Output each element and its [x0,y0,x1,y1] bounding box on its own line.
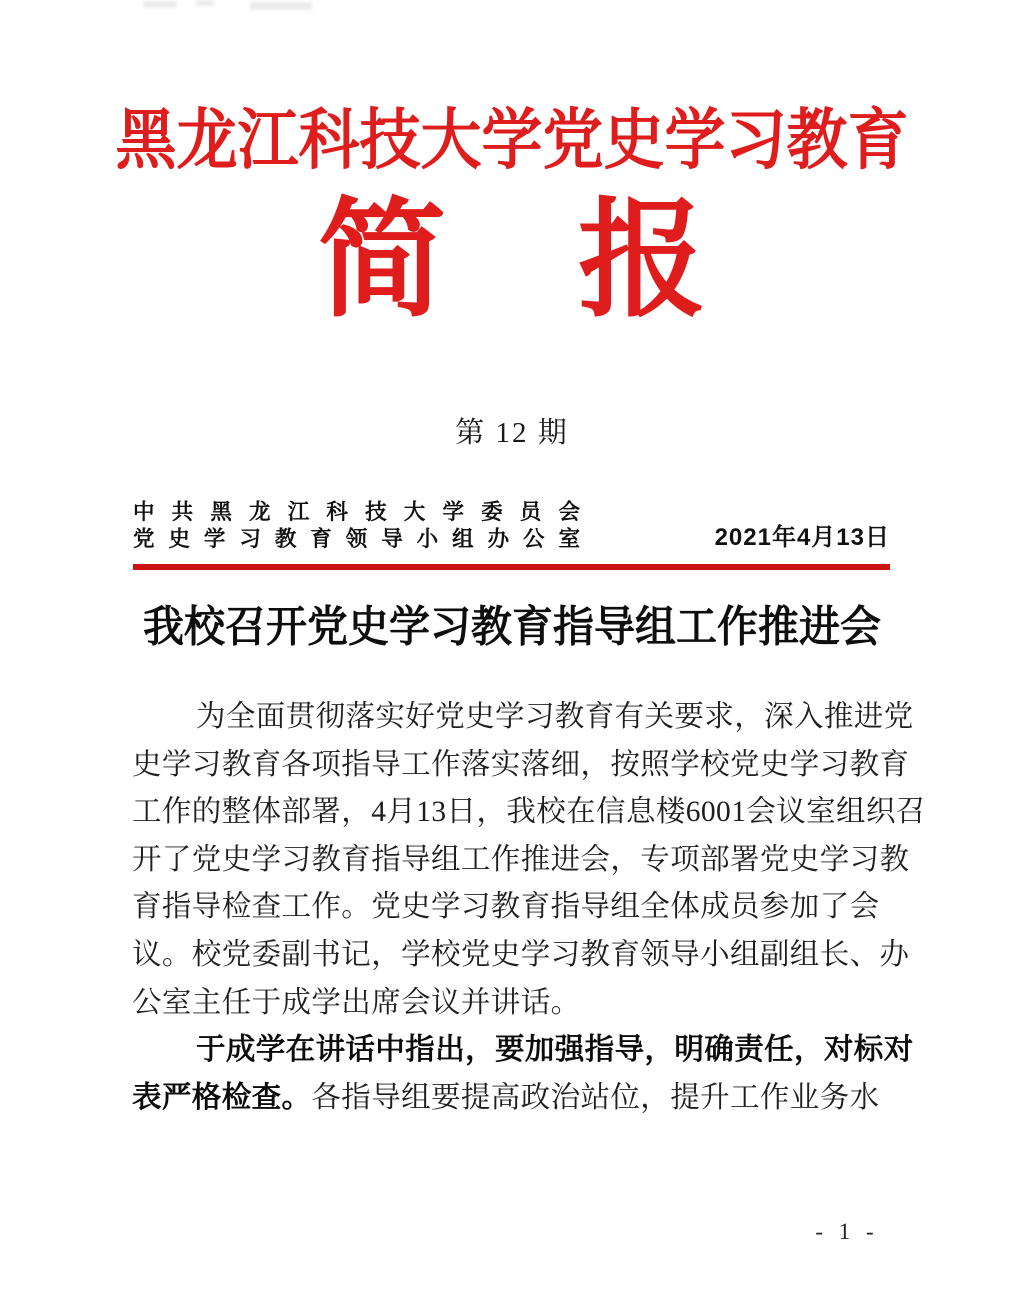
masthead-title-char-2: 报 [578,189,707,332]
body-text-segment: 史学习教育各项指导工作落实落细，按照学校党史学习教育 [132,748,910,781]
issue-number: 第 12 期 [455,417,569,449]
body-text-segment: 育指导检查工作。党史学习教育指导组全体成员参加了会 [132,891,880,924]
issuer-line-1: 中共黑龙江科技大学委员会 [133,500,580,524]
issue-date: 2021年4月13日 [714,524,890,551]
scan-artifact [196,0,214,6]
body-text-bold-segment: 于成学在讲话中指出，要加强指导，明确责任，对标对 [196,1034,914,1067]
body-text-line [132,884,894,932]
body-text-line [132,742,910,790]
masthead-title-char-1: 简 [317,189,446,332]
body-text-line [132,1075,894,1123]
scan-artifact [250,2,312,10]
issuer-block [133,499,580,553]
body-text-segment: 工作的整体部署，4月13日，我校在信息楼6001会议室组织召 [132,796,926,829]
masthead-title [0,186,1024,336]
masthead-supertitle: 黑龙江科技大学党史学习教育 [115,105,909,178]
body-text-line [132,932,910,980]
body-text-line [132,694,914,742]
body-text-bold-segment: 表严格检查。 [132,1081,312,1114]
body-text-segment: 为全面贯彻落实好党史学习教育有关要求，深入推进党 [196,701,914,733]
article-headline: 我校召开党史学习教育指导组工作推进会 [143,602,881,651]
meta-row [133,499,890,553]
issuer-line-2: 党史学习教育领导小组办公室 [133,527,580,551]
body-text-line [132,980,894,1028]
body-text-segment: 开了党史学习教育指导组工作推进会，专项部署党史学习教 [132,843,910,876]
body-text-line [132,1027,914,1075]
body-text-segment: 各指导组要提高政治站位，提升工作业务水 [311,1081,880,1114]
body-text-line [132,789,926,837]
page-number: - 1 - [815,1219,879,1244]
body-text-line [132,837,910,885]
scan-artifact [143,1,177,8]
body-text-segment: 公室主任于成学出席会议并讲话。 [132,986,581,1019]
red-divider-rule [133,564,890,570]
article-body [132,694,926,1122]
body-text-segment: 议。校党委副书记，学校党史学习教育领导小组副组长、办 [132,938,910,971]
